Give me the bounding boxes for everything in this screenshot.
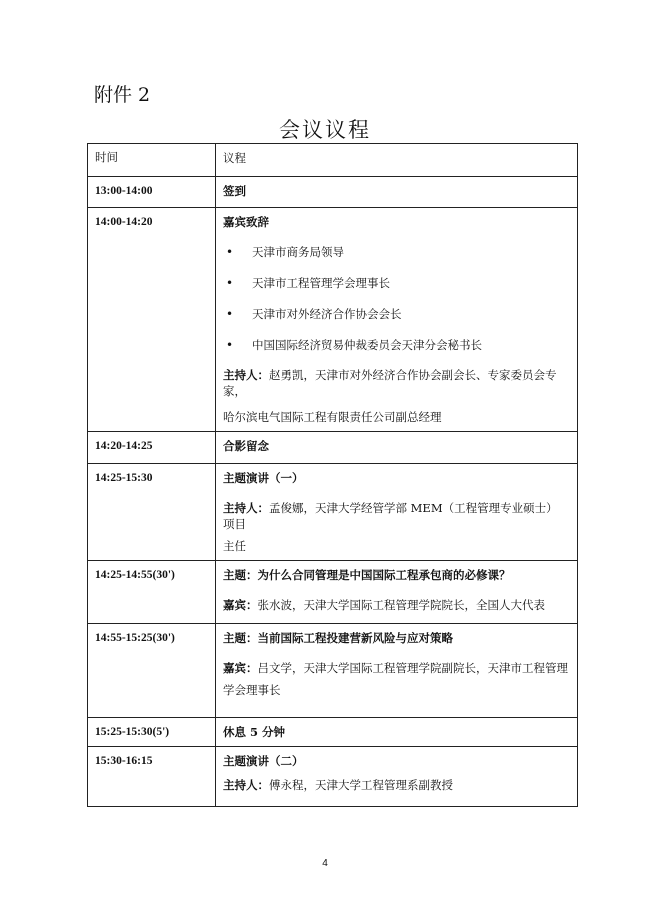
topic-label: 主题： — [223, 568, 258, 582]
table-row — [88, 561, 578, 624]
list-item: • 天津市商务局领导 — [223, 244, 569, 260]
table-row — [88, 208, 578, 432]
host-name: 傅永程，天津大学工程管理系副教授 — [269, 778, 453, 792]
agenda-table — [87, 143, 578, 807]
row-time: 15:25-15:30(5') — [88, 718, 216, 747]
topic-label: 主题： — [223, 631, 258, 645]
row-title: 嘉宾致辞 — [223, 215, 269, 229]
host-name: 赵勇凯，天津市对外经济合作协会副会长、专家委员会专家， — [223, 368, 557, 398]
guest-line — [223, 597, 569, 613]
row-content — [216, 624, 578, 718]
table-header-row — [88, 144, 578, 177]
row-time: 14:55-15:25(30') — [88, 624, 216, 718]
table-row — [88, 747, 578, 807]
host-line-cont: 主任 — [223, 539, 246, 553]
guest-text: 张水波，天津大学国际工程管理学院院长，全国人大代表 — [257, 598, 545, 612]
host-line — [223, 367, 569, 399]
host-label: 主持人： — [223, 778, 269, 792]
row-time: 14:25-15:30 — [88, 464, 216, 561]
row-title: 合影留念 — [216, 432, 578, 464]
table-row — [88, 624, 578, 718]
row-title: 主题演讲（一） — [223, 471, 304, 485]
topic-line — [223, 630, 569, 646]
row-time: 13:00-14:00 — [88, 177, 216, 208]
row-title: 签到 — [216, 177, 578, 208]
header-time: 时间 — [88, 144, 216, 177]
table-row — [88, 718, 578, 747]
topic-line — [223, 567, 569, 583]
row-title: 主题演讲（二） — [223, 754, 304, 768]
page-number: 4 — [322, 858, 328, 869]
header-agenda: 议程 — [216, 144, 578, 177]
host-label: 主持人： — [223, 368, 269, 382]
guest-line-cont: 学会理事长 — [223, 683, 281, 697]
table-row — [88, 464, 578, 561]
list-item: • 天津市对外经济合作协会会长 — [223, 306, 569, 322]
list-item: • 中国国际经济贸易仲裁委员会天津分会秘书长 — [223, 337, 569, 353]
host-line — [223, 500, 569, 532]
topic-text: 当前国际工程投建营新风险与应对策略 — [257, 631, 453, 645]
table-row — [88, 432, 578, 464]
table-row — [88, 177, 578, 208]
row-time: 14:25-14:55(30') — [88, 561, 216, 624]
row-time: 14:20-14:25 — [88, 432, 216, 464]
guest-label: 嘉宾： — [223, 598, 258, 612]
guest-label: 嘉宾： — [223, 661, 258, 675]
row-content — [216, 208, 578, 432]
topic-text: 为什么合同管理是中国国际工程承包商的必修课？ — [257, 568, 511, 582]
host-line — [223, 777, 569, 793]
host-line-cont: 哈尔滨电气国际工程有限责任公司副总经理 — [223, 410, 442, 424]
list-item: • 天津市工程管理学会理事长 — [223, 275, 569, 291]
row-content — [216, 464, 578, 561]
row-content — [216, 561, 578, 624]
guest-text: 吕文学，天津大学国际工程管理学院副院长，天津市工程管理 — [257, 661, 568, 675]
guest-line — [223, 660, 569, 676]
host-label: 主持人： — [223, 501, 269, 515]
row-title: 休息 5 分钟 — [216, 718, 578, 747]
page-title: 会议议程 — [279, 118, 371, 142]
host-name: 孟俊娜，天津大学经管学部 MEM（工程管理专业硕士）项目 — [223, 501, 558, 531]
row-time: 14:00-14:20 — [88, 208, 216, 432]
attachment-label: 附件 2 — [94, 84, 151, 106]
row-time: 15:30-16:15 — [88, 747, 216, 807]
row-content — [216, 747, 578, 807]
